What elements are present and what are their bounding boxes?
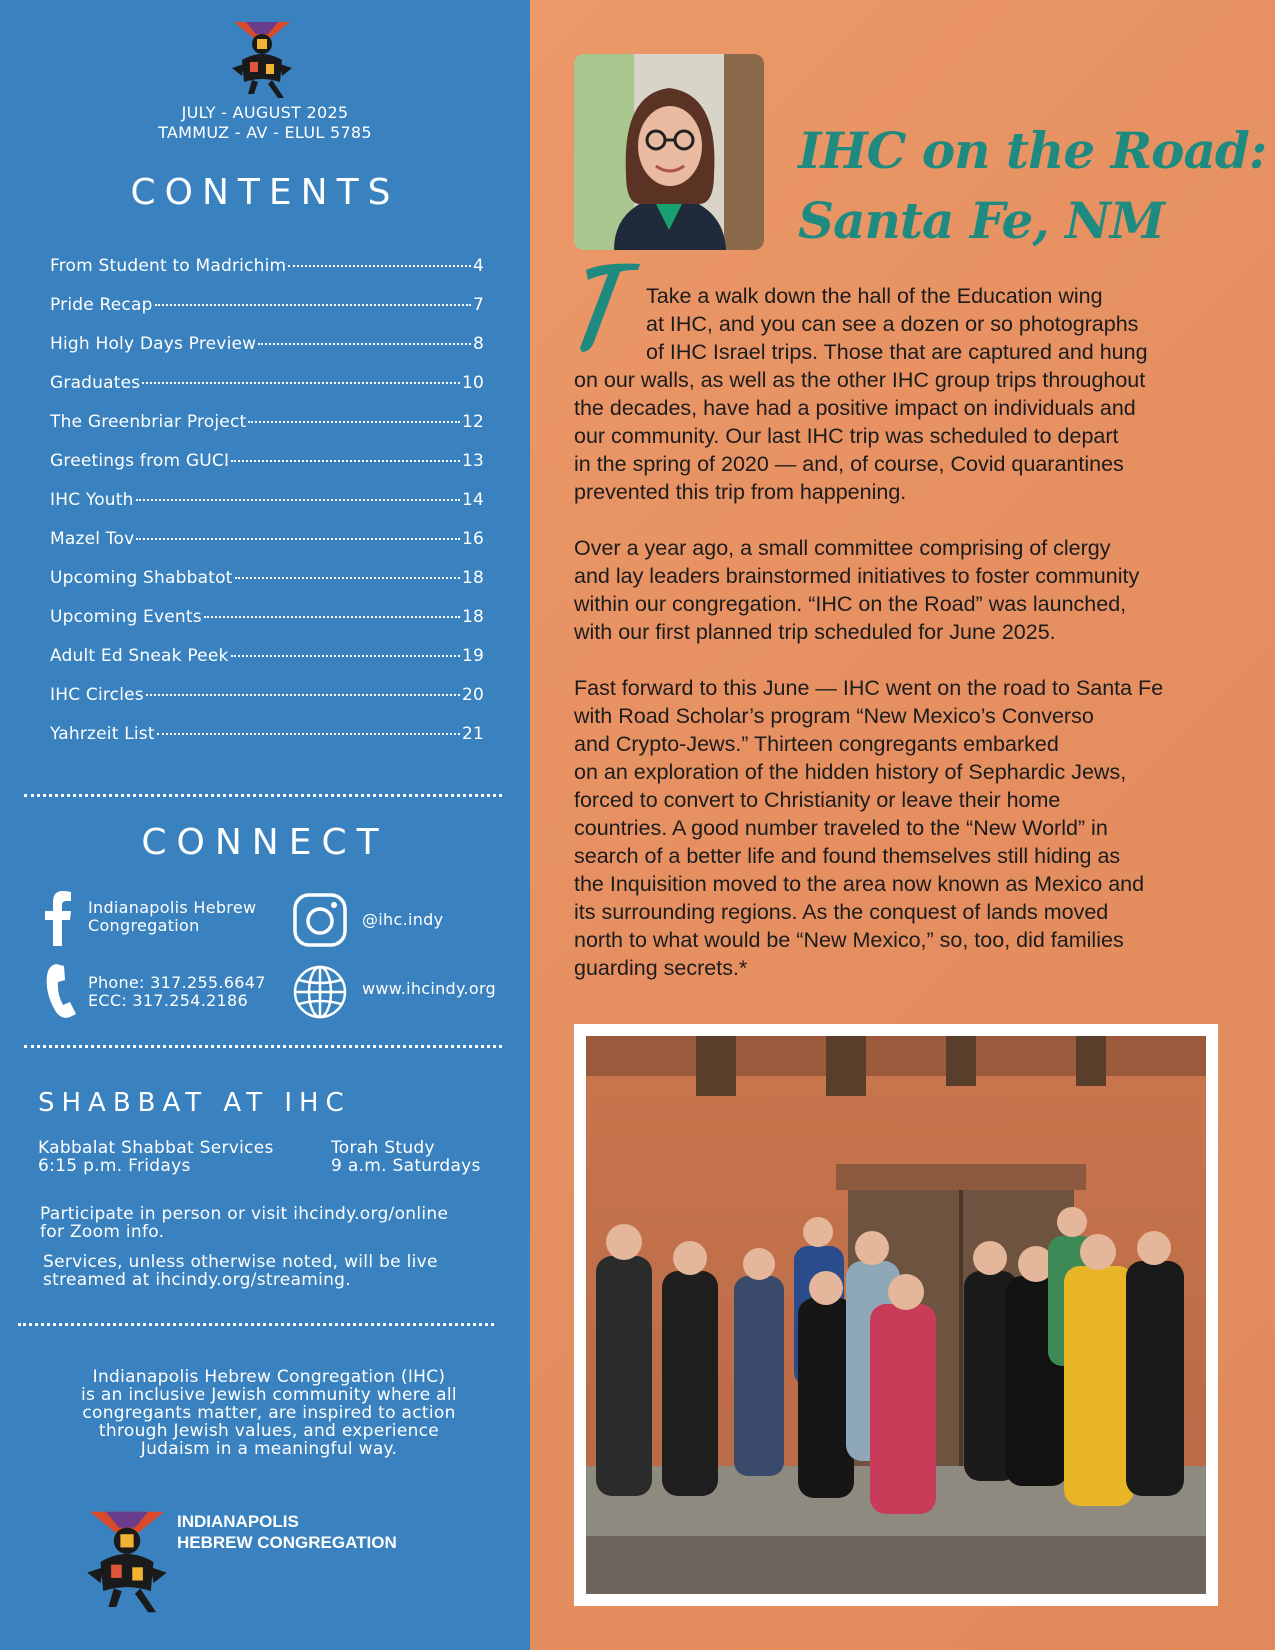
text-line: and Crypto-Jews.” Thirteen congregants embarked xyxy=(574,732,1059,756)
divider xyxy=(24,1045,502,1048)
contents-heading: CONTENTS xyxy=(130,172,400,213)
org-wordmark-line1: INDIANAPOLIS xyxy=(177,1512,299,1531)
mission-statement xyxy=(40,1368,498,1458)
text-line: north to what would be “New Mexico,” so, too, did families xyxy=(574,928,1124,952)
toc-page-number: 14 xyxy=(461,490,484,510)
toc-page-number: 4 xyxy=(472,256,484,276)
instagram-icon[interactable] xyxy=(292,892,348,948)
text-line: on an exploration of the hidden history of Sephardic Jews, xyxy=(574,760,1127,784)
toc-item[interactable] xyxy=(50,607,484,646)
toc-item[interactable] xyxy=(50,568,484,607)
toc-title: IHC Youth xyxy=(50,490,134,510)
text-line: with our first planned trip scheduled for June 2025. xyxy=(574,620,1056,644)
paragraph xyxy=(574,674,1224,982)
mission-line: through Jewish values, and experience xyxy=(98,1421,440,1441)
website-link[interactable]: www.ihcindy.org xyxy=(362,979,497,998)
toc-page-number: 19 xyxy=(461,646,484,666)
toc-page-number: 16 xyxy=(461,529,484,549)
text-line: in the spring of 2020 — and, of course, Covid quarantines xyxy=(574,452,1124,476)
toc-item[interactable] xyxy=(50,256,484,295)
facebook-label-line2: Congregation xyxy=(88,916,200,935)
shabbat-heading: SHABBAT AT IHC xyxy=(38,1088,351,1118)
toc-item[interactable] xyxy=(50,685,484,724)
paragraph xyxy=(574,534,1224,646)
toc-title: High Holy Days Preview xyxy=(50,334,257,354)
phone-icon xyxy=(44,962,80,1020)
text-line: the Inquisition moved to the area now known as Mexico and xyxy=(574,872,1145,896)
org-wordmark-line2: HEBREW CONGREGATION xyxy=(177,1533,397,1552)
toc-title: Greetings from GUCI xyxy=(50,451,230,471)
toc-title: Adult Ed Sneak Peek xyxy=(50,646,229,666)
participate-line: for Zoom info. xyxy=(40,1222,165,1242)
phone-main[interactable]: Phone: 317.255.6647 xyxy=(88,973,266,992)
service-time: 9 a.m. Saturdays xyxy=(331,1156,481,1176)
toc-page-number: 20 xyxy=(461,685,484,705)
toc-title: Mazel Tov xyxy=(50,529,135,549)
divider xyxy=(18,1323,494,1326)
toc-title: Yahrzeit List xyxy=(50,724,155,744)
divider xyxy=(24,794,502,797)
service-name: Kabbalat Shabbat Services xyxy=(38,1138,274,1158)
text-line: its surrounding regions. As the conquest of lands moved xyxy=(574,900,1109,924)
text-line: of IHC Israel trips. Those that are captured and hung xyxy=(646,340,1148,364)
toc-title: Graduates xyxy=(50,373,141,393)
toc-title: Pride Recap xyxy=(50,295,153,315)
text-line: with Road Scholar’s program “New Mexico’s Converso xyxy=(574,704,1094,728)
toc-page-number: 21 xyxy=(461,724,484,744)
toc-leader xyxy=(155,304,471,306)
toc-leader xyxy=(146,694,460,696)
service-name: Torah Study xyxy=(331,1138,435,1158)
text-line: at IHC, and you can see a dozen or so photographs xyxy=(646,312,1139,336)
toc-item[interactable] xyxy=(50,295,484,334)
toc-leader xyxy=(288,265,471,267)
dropcap-text: T xyxy=(574,256,575,257)
mission-line: is an inclusive Jewish community where all xyxy=(81,1385,457,1405)
toc-page-number: 18 xyxy=(461,607,484,627)
toc-item[interactable] xyxy=(50,490,484,529)
facebook-label-line1: Indianapolis Hebrew xyxy=(88,898,257,917)
toc-leader xyxy=(231,655,460,657)
text-line: Take a walk down the hall of the Education wing xyxy=(646,284,1103,308)
globe-icon xyxy=(292,964,348,1020)
connect-heading: CONNECT xyxy=(141,822,389,863)
text-line: forced to convert to Christianity or leave their home xyxy=(574,788,1061,812)
headline-line1: IHC on the Road: xyxy=(798,121,1267,180)
text-line: the decades, have had a positive impact on individuals and xyxy=(574,396,1136,420)
toc-page-number: 8 xyxy=(472,334,484,354)
toc-item[interactable] xyxy=(50,529,484,568)
toc-leader xyxy=(248,421,460,423)
toc-page-number: 13 xyxy=(461,451,484,471)
streaming-line: streamed at ihcindy.org/streaming. xyxy=(43,1270,351,1290)
org-wordmark xyxy=(177,1511,397,1553)
kabbalat-shabbat-info xyxy=(38,1139,274,1175)
toc-title: Upcoming Shabbatot xyxy=(50,568,233,588)
participate-line: Participate in person or visit ihcindy.org/online xyxy=(40,1204,449,1224)
text-line: prevented this trip from happening. xyxy=(574,480,907,504)
toc-leader xyxy=(136,499,460,501)
sidebar xyxy=(0,0,530,1650)
article-headline xyxy=(798,116,1268,256)
toc-title: The Greenbriar Project xyxy=(50,412,247,432)
streaming-line: Services, unless otherwise noted, will be live xyxy=(43,1252,438,1272)
toc-item[interactable] xyxy=(50,451,484,490)
participate-note xyxy=(40,1205,448,1241)
paragraph xyxy=(574,282,1224,506)
toc-leader xyxy=(136,538,460,540)
text-line: search of a better life and found themselves still hiding as xyxy=(574,844,1121,868)
mission-line: Judaism in a meaningful way. xyxy=(140,1439,398,1459)
group-photo-frame xyxy=(574,1024,1218,1606)
toc-leader xyxy=(231,460,460,462)
toc-leader xyxy=(258,343,471,345)
toc-item[interactable] xyxy=(50,412,484,451)
toc-page-number: 18 xyxy=(461,568,484,588)
streaming-note xyxy=(43,1253,438,1289)
table-of-contents xyxy=(50,256,484,763)
mission-line: congregants matter, are inspired to action xyxy=(82,1403,456,1423)
toc-title: IHC Circles xyxy=(50,685,144,705)
issue-gregorian: JULY - AUGUST 2025 xyxy=(181,103,349,122)
issue-dates xyxy=(0,103,530,143)
headline-line2: Santa Fe, NM xyxy=(798,191,1165,250)
mission-line: Indianapolis Hebrew Congregation (IHC) xyxy=(92,1367,446,1387)
issue-hebrew: TAMMUZ - AV - ELUL 5785 xyxy=(158,123,372,142)
toc-page-number: 7 xyxy=(472,295,484,315)
toc-item[interactable] xyxy=(50,646,484,685)
torah-study-info xyxy=(331,1139,481,1175)
toc-leader xyxy=(142,382,460,384)
phone-ecc[interactable]: ECC: 317.254.2186 xyxy=(88,991,248,1010)
text-line: Fast forward to this June — IHC went on the road to Santa Fe xyxy=(574,676,1164,700)
facebook-icon[interactable] xyxy=(44,890,72,946)
ihc-logo-icon xyxy=(82,1508,172,1616)
text-line: within our congregation. “IHC on the Road” was launched, xyxy=(574,592,1127,616)
toc-leader xyxy=(157,733,460,735)
service-time: 6:15 p.m. Fridays xyxy=(38,1156,191,1176)
ihc-logo-icon xyxy=(228,20,296,100)
group-photo-image xyxy=(586,1036,1206,1594)
toc-item[interactable] xyxy=(50,724,484,763)
phone-numbers[interactable] xyxy=(88,974,266,1010)
author-portrait-image xyxy=(574,54,764,250)
text-line: Over a year ago, a small committee comprising of clergy xyxy=(574,536,1111,560)
toc-title: From Student to Madrichim xyxy=(50,256,287,276)
group-photo xyxy=(586,1036,1206,1594)
toc-page-number: 12 xyxy=(461,412,484,432)
toc-leader xyxy=(235,577,460,579)
toc-item[interactable] xyxy=(50,334,484,373)
article-body xyxy=(574,282,1224,1010)
toc-title: Upcoming Events xyxy=(50,607,202,627)
text-line: guarding secrets.* xyxy=(574,956,748,980)
text-line: on our walls, as well as the other IHC group trips throughout xyxy=(574,368,1146,392)
text-line: countries. A good number traveled to the “New World” in xyxy=(574,816,1108,840)
text-line: our community. Our last IHC trip was scheduled to depart xyxy=(574,424,1119,448)
author-portrait xyxy=(574,54,764,250)
text-line: and lay leaders brainstormed initiatives to foster community xyxy=(574,564,1140,588)
facebook-link[interactable] xyxy=(88,899,256,935)
toc-page-number: 10 xyxy=(461,373,484,393)
toc-leader xyxy=(204,616,460,618)
toc-item[interactable] xyxy=(50,373,484,412)
instagram-handle[interactable]: @ihc.indy xyxy=(362,910,444,929)
article-panel xyxy=(530,0,1275,1650)
